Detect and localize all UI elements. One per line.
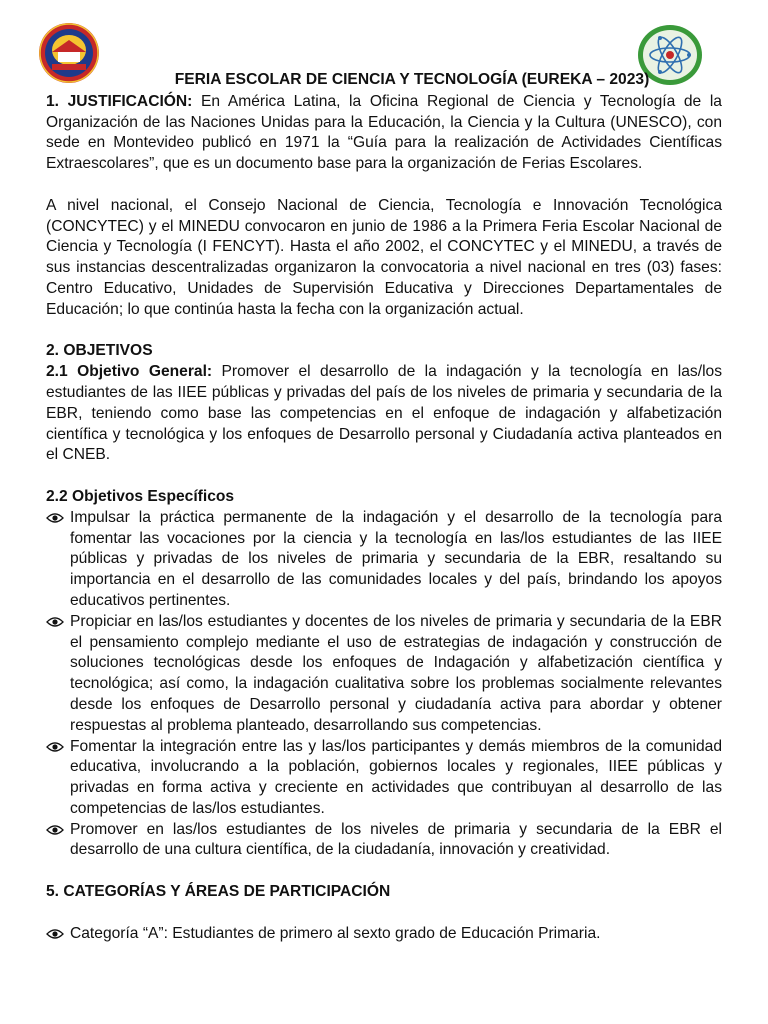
objetivo-especifico-2: Propiciar en las/los estudiantes y docentes de los niveles de primaria y secundaria de la EBR el pensamiento complejo mediante el uso de estrategias de indagación y construcción de soluciones tecnológicas desde los enfoques de Indagación y alfabetización científica y tecnológica; así como, la indagación cualitativa sobre los problemas socialmente relevantes desde los enfoques de Desarrollo personal y ciudadanía activa para abordar y obtener respuestas al problema planteado, desarrollando sus competencias.	[70, 612, 722, 734]
objetivos-especificos-heading: 2.2 Objetivos Específicos	[46, 487, 235, 505]
document-body	[46, 70, 722, 944]
eye-bullet-icon	[46, 741, 64, 753]
eye-bullet-icon	[46, 824, 64, 836]
list-item	[46, 820, 722, 862]
justificacion-heading: 1. JUSTIFICACIÓN:	[46, 92, 193, 110]
objetivo-general-paragraph	[46, 362, 722, 466]
categorias-heading: 5. CATEGORÍAS Y ÁREAS DE PARTICIPACIÓN	[46, 883, 391, 901]
objetivo-especifico-1: Impulsar la práctica permanente de la indagación y el desarrollo de la tecnología para fomentar las vocaciones por la ciencia y la tecnología en las/los estudiantes de las IIEE públicas y privadas de los niveles de primaria y secundaria de la EBR, resaltando su importancia en el desarrollo de las comunidades locales y del país, brindando los apoyos educativos pertinentes.	[70, 508, 722, 609]
categorias-list	[46, 924, 722, 945]
eye-bullet-icon	[46, 616, 64, 628]
objetivo-general-text: Promover el desarrollo de la indagación y la tecnología en las/los estudiantes de las IIEE públicas y privadas del país de los niveles de primaria y secundaria de la EBR, teniendo como base las competencias en el enfoque de indagación y alfabetización científica y tecnológica y los enfoques de Desarrollo personal y Ciudadanía activa planteados en el CNEB.	[46, 363, 722, 464]
eye-bullet-icon	[46, 928, 64, 940]
list-item	[46, 508, 722, 612]
list-item	[46, 924, 722, 945]
objetivo-general-label: 2.1 Objetivo General:	[46, 363, 213, 381]
justificacion-paragraph-2: A nivel nacional, el Consejo Nacional de Ciencia, Tecnología e Innovación Tecnológica (CONCYTEC) y el MINEDU convocaron en junio de 1986 a la Primera Feria Escolar Nacional de Ciencia y Tecnología (I FENCYT). Hasta el año 2002, el CONCYTEC y el MINEDU, a través de sus instancias descentralizadas organizaron la convocatoria a nivel nacional en tres (03) fases: Centro Educativo, Unidades de Supervisión Educativa y Direcciones Departamentales de Educación; lo que continúa hasta la fecha con la organización actual.	[46, 196, 722, 318]
justificacion-text-1: En América Latina, la Oficina Regional de Ciencia y Tecnología de la Organización de las Naciones Unidas para la Educación, la Ciencia y la Cultura (UNESCO), con sede en Montevideo publicó en 1971 la “Guía para la realización de Actividades Científicas Extraescolares”, que es un documento base para la organización de Ferias Escolares.	[46, 92, 722, 173]
objetivos-heading: 2. OBJETIVOS	[46, 342, 153, 360]
eye-bullet-icon	[46, 512, 64, 524]
objetivo-especifico-4: Promover en las/los estudiantes de los niveles de primaria y secundaria de la EBR el desarrollo de una cultura científica, de la ciudadanía, innovación y creatividad.	[70, 820, 722, 859]
objetivo-especifico-3: Fomentar la integración entre las y las/los participantes y demás miembros de la comunidad educativa, involucrando a la población, gobiernos locales y regionales, IIEE públicas y privadas en forma activa y creciente en actividades que contribuyan al desarrollo de las competencias de las/los estudiantes.	[70, 737, 722, 817]
categoria-a: Categoría “A”: Estudiantes de primero al sexto grado de Educación Primaria.	[70, 924, 601, 942]
list-item	[46, 737, 722, 820]
justificacion-paragraph-1	[46, 92, 722, 175]
page-title: FERIA ESCOLAR DE CIENCIA Y TECNOLOGÍA (EUREKA – 2023)	[174, 71, 650, 88]
list-item	[46, 612, 722, 737]
objetivos-especificos-list	[46, 508, 722, 862]
